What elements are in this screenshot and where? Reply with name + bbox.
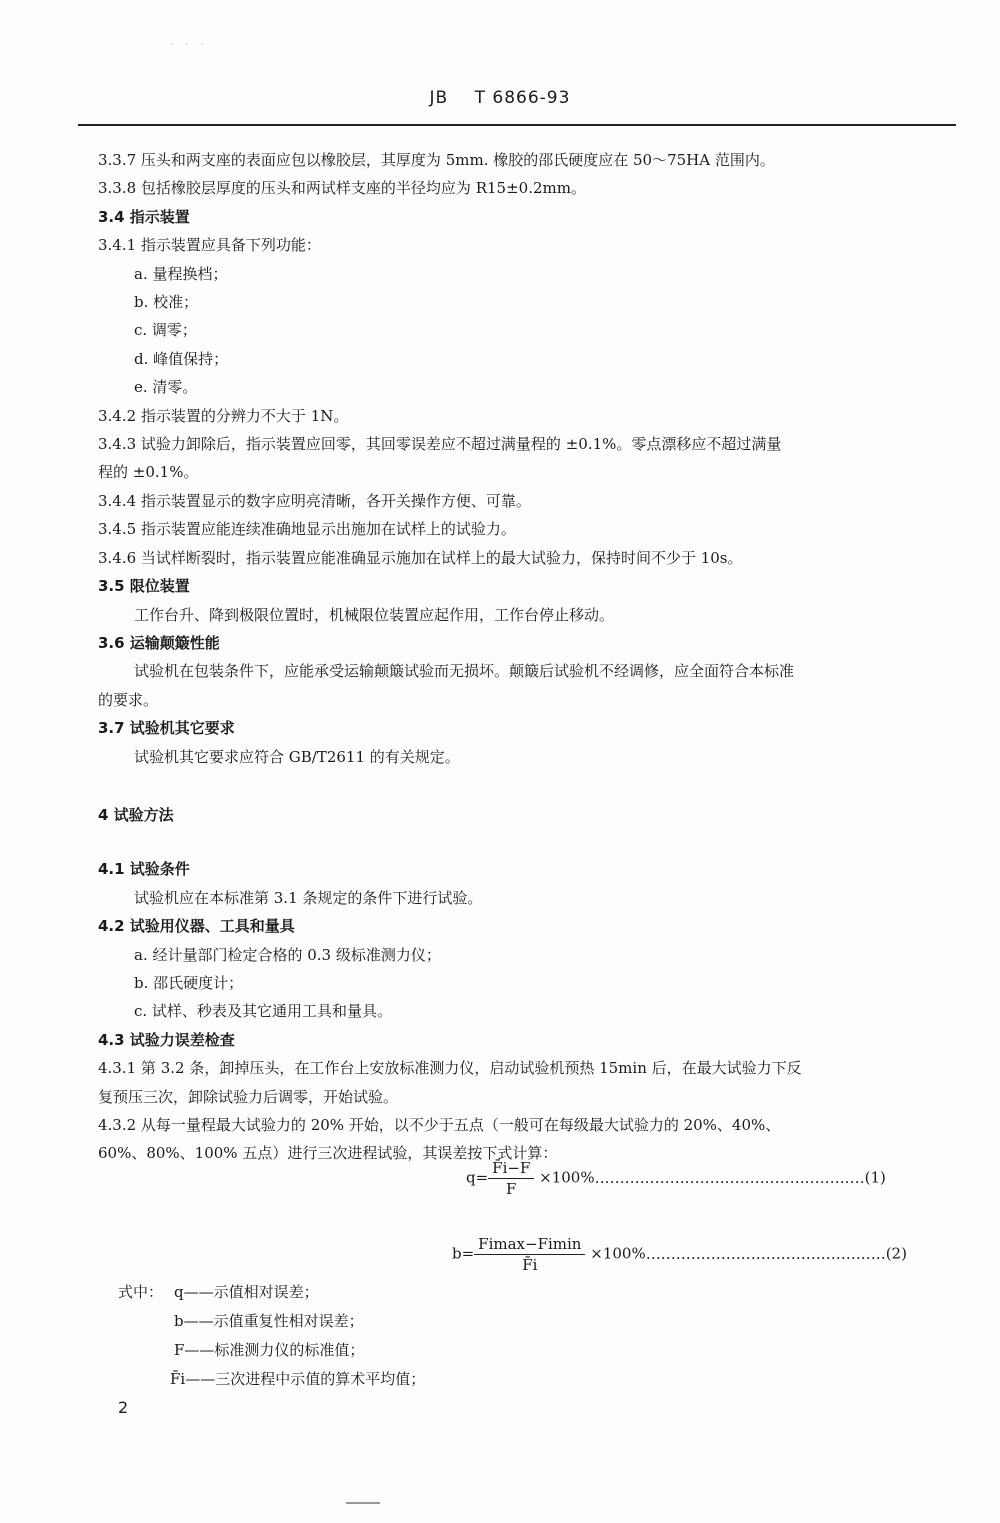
formula-2-number: (2) — [885, 1244, 907, 1263]
header-standard-number: T 6866-93 — [474, 88, 571, 108]
formula-1 — [466, 1158, 886, 1199]
text-line: 3.4.1 指示装置应具备下列功能： — [98, 236, 321, 255]
formula-1-factor: ×100% — [539, 1168, 595, 1187]
symbol-definitions — [118, 1278, 425, 1394]
section-heading: 4 试验方法 — [98, 805, 174, 824]
definition-text: ——示值重复性相对误差； — [183, 1312, 364, 1330]
spacer — [98, 829, 948, 855]
text-line: 程的 ±0.1%。 — [98, 463, 199, 482]
formula-1-fraction — [488, 1158, 534, 1199]
text-line: 3.3.8 包括橡胶层厚度的压头和两试样支座的半径均应为 R15±0.2mm。 — [98, 179, 586, 198]
spacer — [98, 771, 948, 801]
formula-1-denominator: F — [506, 1180, 517, 1198]
text-line: b. 邵氏硬度计； — [134, 973, 244, 992]
formula-2-factor: ×100% — [590, 1244, 646, 1263]
definition-row — [118, 1278, 425, 1307]
text-line: 60%、80%、100% 五点）进行三次进程试验，其误差按下式计算： — [98, 1144, 558, 1163]
text-line: a. 量程换档； — [134, 264, 228, 283]
definition-row — [118, 1307, 425, 1336]
section-heading: 3.5 限位装置 — [98, 577, 190, 596]
section-heading: 3.7 试验机其它要求 — [98, 719, 235, 738]
formula-2-fraction — [474, 1234, 585, 1275]
text-line: c. 试样、秒表及其它通用工具和量具。 — [134, 1002, 392, 1021]
page-number: 2 — [118, 1398, 129, 1417]
text-line: 3.3.7 压头和两支座的表面应包以橡胶层，其厚度为 5mm. 橡胶的邵氏硬度应在 50～75HA 范围内。 — [98, 151, 775, 169]
formula-1-number: (1) — [864, 1168, 886, 1187]
text-line: 4.3.1 第 3.2 条，卸掉压头，在工作台上安放标准测力仪，启动试验机预热 15min 后，在最大试验力下反 — [98, 1059, 802, 1078]
text-line: c. 调零； — [134, 321, 197, 340]
definition-row — [118, 1336, 425, 1365]
formula-2 — [452, 1234, 907, 1275]
text-line: 试验机在包装条件下，应能承受运输颠簸试验而无损坏。颠簸后试验机不经调修，应全面符合本标准 — [134, 662, 795, 681]
text-line: 3.4.4 指示装置显示的数字应明亮清晰，各开关操作方便、可靠。 — [98, 491, 531, 510]
text-line: 3.4.6 当试样断裂时，指示装置应能准确显示施加在试样上的最大试验力，保持时间不少于 10s。 — [98, 548, 743, 567]
formula-1-leader: ……………………………………………… — [594, 1168, 865, 1187]
text-line: 的要求。 — [98, 690, 159, 709]
definition-symbol: F̄i — [170, 1370, 186, 1388]
definitions-lead: 式中： — [118, 1283, 164, 1301]
formula-1-numerator: F̄i−F — [488, 1158, 534, 1179]
text-line: 复预压三次，卸除试验力后调零，开始试验。 — [98, 1087, 399, 1106]
formula-2-numerator: Fimax−Fimin — [474, 1234, 585, 1255]
definition-symbol: q — [174, 1283, 184, 1301]
formula-2-denominator: F̄i — [522, 1256, 538, 1274]
text-line: 3.4.2 指示装置的分辨力不大于 1N。 — [98, 406, 349, 425]
text-line: a. 经计量部门检定合格的 0.3 级标准测力仪； — [134, 945, 441, 964]
text-line: 3.4.5 指示装置应能连续准确地显示出施加在试样上的试验力。 — [98, 520, 516, 539]
section-heading: 3.4 指示装置 — [98, 207, 190, 226]
page-header — [0, 88, 1000, 108]
text-line: d. 峰值保持； — [134, 349, 229, 368]
text-line: 试验机应在本标准第 3.1 条规定的条件下进行试验。 — [134, 888, 483, 907]
text-line: e. 清零。 — [134, 378, 198, 397]
definition-text: ——三次进程中示值的算术平均值； — [185, 1370, 426, 1388]
definition-text: ——标准测力仪的标准值； — [184, 1341, 365, 1359]
definition-row — [118, 1365, 425, 1394]
text-line: 4.3.2 从每一量程最大试验力的 20% 开始，以不少于五点（一般可在每级最大试验力的 20%、40%、 — [98, 1116, 781, 1134]
definition-symbol: b — [174, 1312, 184, 1330]
text-line: 3.4.3 试验力卸除后，指示装置应回零，其回零误差应不超过满量程的 ±0.1%。零点漂移应不超过满量 — [98, 435, 782, 454]
definition-symbol: F — [174, 1341, 185, 1359]
text-line: 工作台升、降到极限位置时，机械限位装置应起作用，工作台停止移动。 — [134, 605, 615, 624]
section-heading: 4.3 试验力误差检查 — [98, 1030, 235, 1049]
section-heading: 4.1 试验条件 — [98, 860, 190, 879]
header-rule — [78, 124, 956, 126]
text-line: 试验机其它要求应符合 GB/T2611 的有关规定。 — [134, 747, 460, 766]
formula-2-leader: ………………………………………… — [645, 1244, 886, 1263]
header-standard-prefix: JB — [429, 88, 449, 108]
formula-2-lhs: b= — [452, 1244, 475, 1263]
text-line: b. 校准； — [134, 293, 199, 312]
document-body — [98, 146, 948, 1168]
section-heading: 3.6 运输颠簸性能 — [98, 633, 220, 652]
bottom-mark — [346, 1502, 380, 1504]
section-heading: 4.2 试验用仪器、工具和量具 — [98, 917, 295, 936]
formula-1-lhs: q= — [466, 1168, 489, 1187]
faint-top-marks: · · · — [170, 38, 208, 51]
definition-text: ——示值相对误差； — [183, 1283, 319, 1301]
